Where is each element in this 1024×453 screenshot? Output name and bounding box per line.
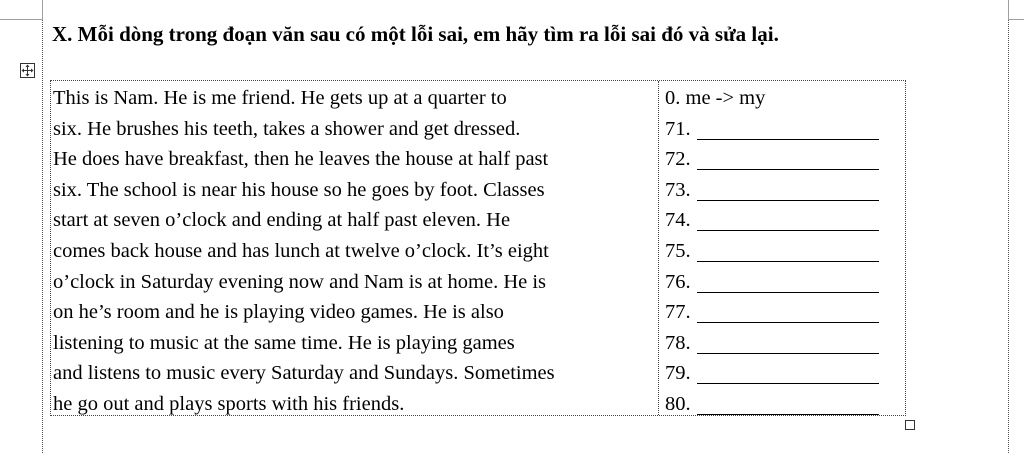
answer-blank[interactable] <box>697 236 879 262</box>
answer-label: 76. <box>665 270 691 293</box>
passage-cell[interactable] <box>53 83 653 420</box>
answer-row <box>665 267 901 298</box>
passage-line: on he’s room and he is playing video games. He is also <box>53 301 504 324</box>
answer-label: 77. <box>665 301 691 324</box>
answer-blank[interactable] <box>697 114 879 140</box>
passage-line: He does have breakfast, then he leaves the house at half past <box>53 148 549 171</box>
passage-line: comes back house and has lunch at twelve o’clock. It’s eight <box>53 239 549 262</box>
answer-row <box>665 297 901 328</box>
passage-line: This is Nam. He is me friend. He gets up at a quarter to <box>53 87 507 109</box>
table-resize-handle[interactable] <box>905 420 915 430</box>
answer-row <box>665 328 901 359</box>
answer-label: 78. <box>665 331 691 354</box>
answer-blank[interactable] <box>697 144 879 170</box>
margin-guide <box>0 19 43 20</box>
table-move-handle-icon[interactable] <box>20 63 35 78</box>
example-answer <box>665 83 901 114</box>
passage-line: six. The school is near his house so he goes by foot. Classes <box>53 178 545 201</box>
answer-label: 73. <box>665 178 691 201</box>
exercise-table[interactable] <box>50 80 906 416</box>
answer-blank[interactable] <box>697 389 879 415</box>
answer-row <box>665 175 901 206</box>
answers-cell[interactable] <box>665 83 901 420</box>
margin-guide <box>1008 19 1024 20</box>
text-boundary <box>42 20 43 453</box>
answer-row <box>665 358 901 389</box>
margin-guide <box>1008 0 1009 20</box>
answer-blank[interactable] <box>697 297 879 323</box>
answer-blank[interactable] <box>697 175 879 201</box>
passage-line: and listens to music every Saturday and Sundays. Sometimes <box>53 362 555 385</box>
answer-row <box>665 144 901 175</box>
answer-label: 74. <box>665 209 691 232</box>
margin-guide <box>42 0 43 20</box>
answer-label: 75. <box>665 239 691 262</box>
answer-label: 80. <box>665 392 691 415</box>
answer-label: 72. <box>665 148 691 171</box>
column-divider <box>658 81 659 415</box>
passage-line: listening to music at the same time. He is playing games <box>53 331 515 354</box>
answer-row <box>665 389 901 420</box>
passage-line: o’clock in Saturday evening now and Nam is at home. He is <box>53 270 547 293</box>
answer-label: 71. <box>665 117 691 140</box>
passage-line: he go out and plays sports with his friends. <box>53 392 405 415</box>
answer-blank[interactable] <box>697 328 879 354</box>
text-boundary <box>1008 20 1009 453</box>
answer-blank[interactable] <box>697 358 879 384</box>
answer-blank[interactable] <box>697 267 879 293</box>
passage-line: start at seven o’clock and ending at half past eleven. He <box>53 209 511 232</box>
exercise-heading: X. Mỗi dòng trong đoạn văn sau có một lỗi sai, em hãy tìm ra lỗi sai đó và sửa lại. <box>52 22 779 46</box>
answer-label: 79. <box>665 362 691 385</box>
answer-row <box>665 114 901 145</box>
answer-label: 0. me -> my <box>665 87 766 109</box>
answer-row <box>665 205 901 236</box>
answer-row <box>665 236 901 267</box>
answer-blank[interactable] <box>697 205 879 231</box>
passage-line: six. He brushes his teeth, takes a shower and get dressed. <box>53 117 521 140</box>
